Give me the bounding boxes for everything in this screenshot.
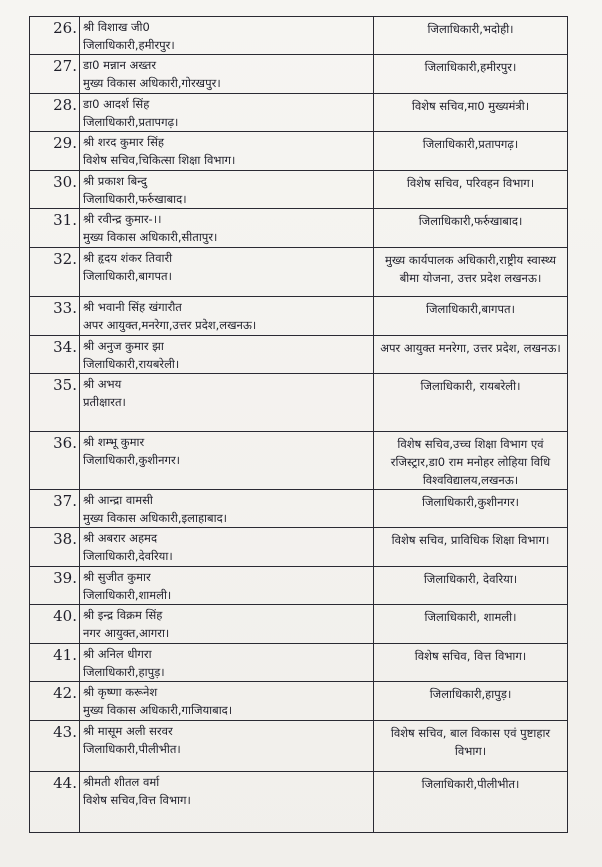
officer-cell <box>80 772 374 833</box>
new-post: विशेष सचिव,उच्च शिक्षा विभाग एवं रजिस्ट्रार,डा0 राम मनोहर लोहिया विधि विश्वविद्यालय,लखनऊ। <box>390 437 551 487</box>
serial-number: 37. <box>30 490 80 528</box>
current-post: जिलाधिकारी,बागपत। <box>83 269 172 283</box>
table-row <box>30 644 568 682</box>
new-post-cell <box>374 490 568 528</box>
table-row <box>30 336 568 374</box>
current-post: जिलाधिकारी,कुशीनगर। <box>83 453 181 467</box>
officer-cell <box>80 490 374 528</box>
officer-name: श्री अभय <box>83 377 122 391</box>
current-post: जिलाधिकारी,हापुड़। <box>83 665 165 679</box>
new-post: जिलाधिकारी,हमीरपुर। <box>424 60 517 74</box>
officer-name: श्री आन्द्रा वामसी <box>83 493 153 507</box>
officer-name: श्री शम्भू कुमार <box>83 435 145 449</box>
new-post: जिलाधिकारी,पीलीभीत। <box>421 777 520 791</box>
current-post: विशेष सचिव,वित्त विभाग। <box>83 793 191 807</box>
new-post-cell <box>374 432 568 490</box>
new-post-cell <box>374 772 568 833</box>
table-row <box>30 682 568 721</box>
current-post: जिलाधिकारी,रायबरेली। <box>83 357 180 371</box>
officer-cell <box>80 528 374 567</box>
current-post: जिलाधिकारी,हमीरपुर। <box>83 38 175 52</box>
serial-number: 30. <box>30 171 80 209</box>
table-row <box>30 55 568 94</box>
officer-cell <box>80 17 374 55</box>
new-post-cell <box>374 336 568 374</box>
table-row <box>30 171 568 209</box>
new-post: विशेष सचिव, प्राविधिक शिक्षा विभाग। <box>391 533 550 547</box>
new-post: जिलाधिकारी, देवरिया। <box>423 572 518 586</box>
table-row <box>30 605 568 644</box>
officer-cell <box>80 644 374 682</box>
new-post: जिलाधिकारी,प्रतापगढ़। <box>422 137 519 151</box>
new-post: जिलाधिकारी,फर्रुखाबाद। <box>418 214 523 228</box>
new-post-cell <box>374 132 568 171</box>
new-post: विशेष सचिव, परिवहन विभाग। <box>406 176 535 190</box>
serial-number: 34. <box>30 336 80 374</box>
new-post-cell <box>374 209 568 248</box>
new-post-cell <box>374 17 568 55</box>
current-post: जिलाधिकारी,प्रतापगढ़। <box>83 115 179 129</box>
new-post: विशेष सचिव, वित्त विभाग। <box>414 649 527 663</box>
new-post-cell <box>374 605 568 644</box>
table-row <box>30 528 568 567</box>
serial-number: 31. <box>30 209 80 248</box>
officer-cell <box>80 605 374 644</box>
officer-name: श्री अबरार अहमद <box>83 531 158 545</box>
new-post-cell <box>374 644 568 682</box>
current-post: अपर आयुक्त,मनरेगा,उत्तर प्रदेश,लखनऊ। <box>83 318 257 332</box>
officer-cell <box>80 567 374 605</box>
officer-name: श्री इन्द्र विक्रम सिंह <box>83 608 163 622</box>
officer-cell <box>80 297 374 336</box>
serial-number: 29. <box>30 132 80 171</box>
officer-cell <box>80 682 374 721</box>
new-post: जिलाधिकारी,हापुड़। <box>429 687 512 701</box>
current-post: मुख्य विकास अधिकारी,इलाहाबाद। <box>83 511 228 525</box>
new-post: जिलाधिकारी,बागपत। <box>426 302 515 316</box>
current-post: जिलाधिकारी,शामली। <box>83 588 172 602</box>
new-post-cell <box>374 567 568 605</box>
officer-name: श्री विशाख जी0 <box>83 20 150 34</box>
serial-number: 38. <box>30 528 80 567</box>
current-post: नगर आयुक्त,आगरा। <box>83 626 170 640</box>
table-row <box>30 490 568 528</box>
serial-number: 44. <box>30 772 80 833</box>
serial-number: 26. <box>30 17 80 55</box>
table-row <box>30 567 568 605</box>
officer-name: श्री सुजीत कुमार <box>83 570 151 584</box>
serial-number: 39. <box>30 567 80 605</box>
officer-name: श्री भवानी सिंह खंगारौत <box>83 300 182 314</box>
serial-number: 40. <box>30 605 80 644</box>
serial-number: 43. <box>30 721 80 772</box>
officer-cell <box>80 721 374 772</box>
current-post: मुख्य विकास अधिकारी,गोरखपुर। <box>83 76 221 90</box>
new-post: जिलाधिकारी,कुशीनगर। <box>421 495 520 509</box>
current-post: प्रतीक्षारत। <box>83 395 126 409</box>
officer-cell <box>80 374 374 432</box>
new-post-cell <box>374 374 568 432</box>
serial-number: 42. <box>30 682 80 721</box>
current-post: मुख्य विकास अधिकारी,सीतापुर। <box>83 230 218 244</box>
new-post-cell <box>374 171 568 209</box>
officer-cell <box>80 132 374 171</box>
new-post-cell <box>374 94 568 132</box>
table-row <box>30 132 568 171</box>
new-post-cell <box>374 682 568 721</box>
officer-cell <box>80 55 374 94</box>
officer-name: श्री अनुज कुमार झा <box>83 339 164 353</box>
officer-name: श्री कृष्णा करूनेश <box>83 685 158 699</box>
new-post-cell <box>374 528 568 567</box>
officer-name: श्री हृदय शंकर तिवारी <box>83 251 173 265</box>
serial-number: 28. <box>30 94 80 132</box>
table-row <box>30 297 568 336</box>
officer-cell <box>80 336 374 374</box>
officer-name: श्री शरद कुमार सिंह <box>83 135 164 149</box>
serial-number: 36. <box>30 432 80 490</box>
officer-cell <box>80 171 374 209</box>
transfer-table <box>29 16 568 833</box>
new-post: जिलाधिकारी, रायबरेली। <box>420 379 521 393</box>
table-row <box>30 772 568 833</box>
officer-cell <box>80 432 374 490</box>
table-row <box>30 374 568 432</box>
serial-number: 32. <box>30 248 80 297</box>
officer-name: श्री रवीन्द्र कुमार-।। <box>83 212 162 226</box>
current-post: जिलाधिकारी,फर्रुखाबाद। <box>83 192 187 206</box>
table-row <box>30 248 568 297</box>
new-post: मुख्य कार्यपालक अधिकारी,राष्ट्रीय स्वास्थ्य बीमा योजना, उत्तर प्रदेश लखनऊ। <box>384 253 557 285</box>
serial-number: 41. <box>30 644 80 682</box>
new-post: विशेष सचिव, बाल विकास एवं पुष्टाहार विभाग। <box>390 726 551 758</box>
officer-cell <box>80 248 374 297</box>
current-post: मुख्य विकास अधिकारी,गाजियाबाद। <box>83 703 233 717</box>
table-row <box>30 721 568 772</box>
new-post: अपर आयुक्त मनरेगा, उत्तर प्रदेश, लखनऊ। <box>380 341 561 355</box>
new-post: जिलाधिकारी, शामली। <box>424 610 517 624</box>
officer-name: डा0 आदर्श सिंह <box>83 97 150 111</box>
transfer-table-body <box>30 17 568 833</box>
new-post-cell <box>374 297 568 336</box>
serial-number: 33. <box>30 297 80 336</box>
officer-name: श्री अनिल धीगरा <box>83 647 152 661</box>
current-post: जिलाधिकारी,पीलीभीत। <box>83 742 181 756</box>
new-post-cell <box>374 721 568 772</box>
table-row <box>30 209 568 248</box>
officer-name: श्री प्रकाश बिन्दु <box>83 174 147 188</box>
new-post: जिलाधिकारी,भदोही। <box>427 22 514 36</box>
officer-name: श्रीमती शीतल वर्मा <box>83 775 160 789</box>
new-post-cell <box>374 248 568 297</box>
table-row <box>30 94 568 132</box>
officer-name: डा0 मन्नान अख्तर <box>83 58 157 72</box>
table-row <box>30 17 568 55</box>
current-post: जिलाधिकारी,देवरिया। <box>83 549 173 563</box>
table-row <box>30 432 568 490</box>
new-post-cell <box>374 55 568 94</box>
current-post: विशेष सचिव,चिकित्सा शिक्षा विभाग। <box>83 153 236 167</box>
serial-number: 35. <box>30 374 80 432</box>
new-post: विशेष सचिव,मा0 मुख्यमंत्री। <box>411 99 530 113</box>
officer-name: श्री मासूम अली सरवर <box>83 724 173 738</box>
officer-cell <box>80 209 374 248</box>
serial-number: 27. <box>30 55 80 94</box>
officer-cell <box>80 94 374 132</box>
